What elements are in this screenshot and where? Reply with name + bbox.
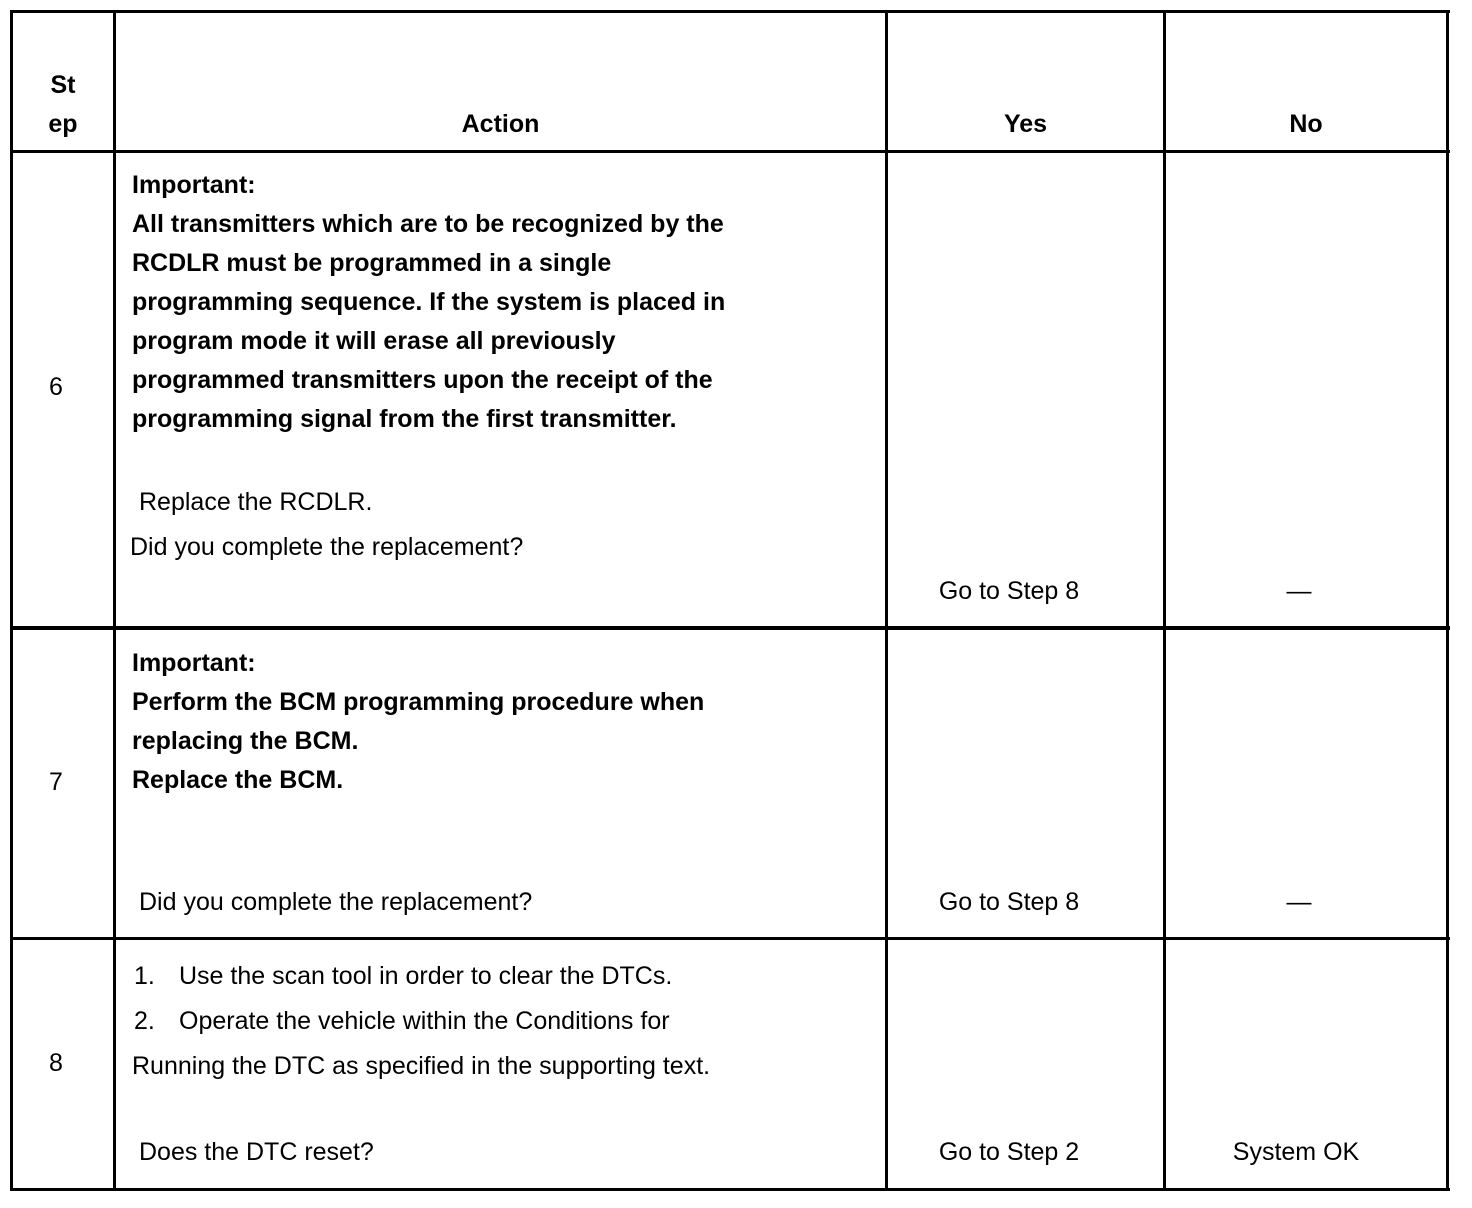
question: Did you complete the replacement? [139, 888, 533, 916]
table-border-bottom [10, 1188, 1450, 1191]
list-number: 2. [134, 1007, 155, 1035]
important-label: Important: [132, 649, 256, 677]
list-text: Use the scan tool in order to clear the DTCs. [179, 962, 673, 990]
header-step-line1: St [50, 71, 76, 99]
instruction: Replace the RCDLR. [139, 488, 373, 516]
list-text: Operate the vehicle within the Conditions for [179, 1007, 670, 1035]
no-result: — [1286, 577, 1312, 605]
no-result: System OK [1232, 1138, 1360, 1166]
procedure-list [134, 954, 672, 1044]
important-line: Replace the BCM. [132, 766, 344, 794]
header-divider [10, 150, 1450, 153]
yes-result: Go to Step 8 [938, 577, 1080, 605]
step-number: 6 [49, 373, 63, 401]
header-step-line2: ep [48, 110, 78, 138]
table-border-top [10, 10, 1450, 13]
header-yes: Yes [1003, 110, 1048, 138]
question: Does the DTC reset? [139, 1138, 374, 1166]
list-item [134, 954, 672, 999]
question: Did you complete the replacement? [130, 533, 524, 561]
important-line: programming sequence. If the system is placed in [132, 288, 726, 316]
row-divider [10, 626, 1450, 630]
table-border-left [10, 10, 13, 1191]
header-no: No [1289, 110, 1323, 138]
important-line: replacing the BCM. [132, 727, 359, 755]
important-line: programmed transmitters upon the receipt of the [132, 366, 713, 394]
no-result: — [1286, 888, 1312, 916]
yes-result: Go to Step 2 [938, 1138, 1080, 1166]
yes-result: Go to Step 8 [938, 888, 1080, 916]
table-border-right [1446, 10, 1449, 1191]
important-line: programming signal from the first transmitter. [132, 405, 677, 433]
list-item [134, 999, 672, 1044]
important-line: Perform the BCM programming procedure when [132, 688, 705, 716]
step-number: 7 [49, 768, 63, 796]
important-line: RCDLR must be programmed in a single [132, 249, 612, 277]
row-divider [10, 937, 1450, 940]
important-line: program mode it will erase all previously [132, 327, 616, 355]
important-note [132, 166, 725, 439]
header-action: Action [461, 110, 540, 138]
important-line: All transmitters which are to be recognized by the [132, 210, 724, 238]
important-note [132, 644, 704, 800]
list-continuation: Running the DTC as specified in the supporting text. [132, 1052, 711, 1080]
column-divider [113, 10, 116, 1191]
list-number: 1. [134, 962, 155, 990]
step-number: 8 [49, 1049, 63, 1077]
important-label: Important: [132, 171, 256, 199]
